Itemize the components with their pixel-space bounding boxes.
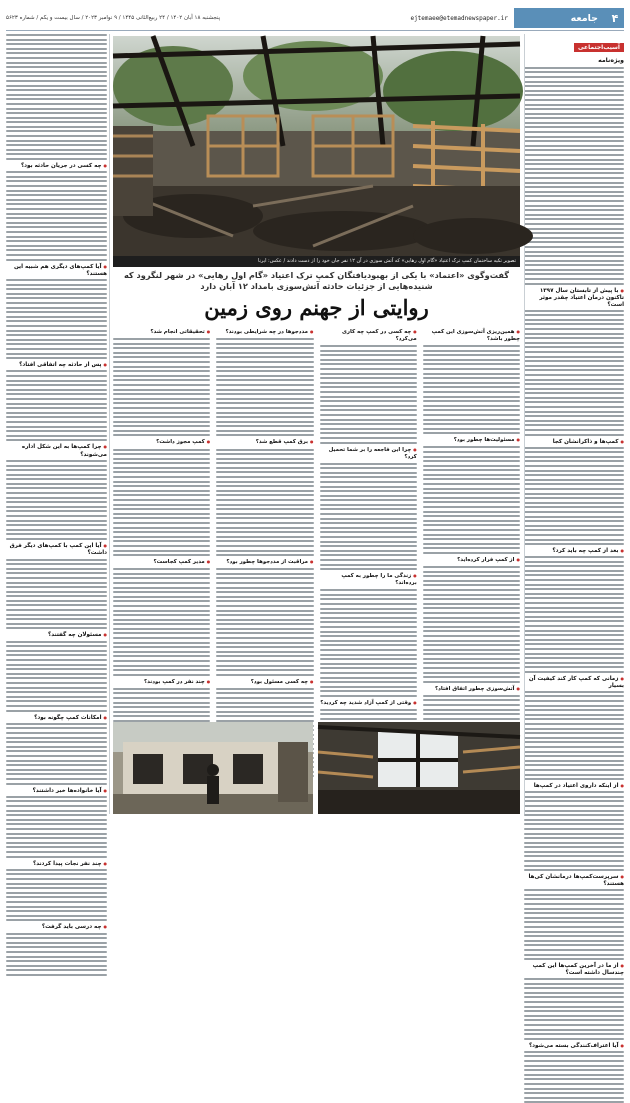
building-exterior-photo[interactable] [113, 722, 313, 814]
body-text [113, 449, 210, 557]
interview-question: ● از اینکه داروی اعتیاد در کمپ‌ها [524, 783, 624, 790]
body-text [6, 796, 107, 858]
interview-question: ● سرپرست‌کمپ‌ها درمانشان کی‌ها هستند؟ [524, 874, 624, 888]
body-text [216, 568, 313, 676]
interview-question: ● چه کسی مسئول بود؟ [216, 679, 313, 686]
right-column-subtitle: ویژه‌نامه [598, 57, 624, 64]
interview-question: ● زمانی که کمپ کار کند کیفیت آن بسیار [524, 676, 624, 690]
interview-question: ● چند نفر نجات پیدا کردند؟ [6, 861, 107, 868]
body-text [524, 791, 624, 871]
interview-question: ● همین‌ریزی آتش‌سوزی این کمپ چطور باشد؟ [423, 329, 520, 343]
interview-question: ● چه درسی باید گرفت؟ [6, 924, 107, 931]
interview-question: ● چرا این فاجعه را بر شما تحمیل کرد؟ [320, 447, 417, 461]
interview-question: ● مسئولیت‌ها چطور بود؟ [423, 437, 520, 444]
body-text [524, 1051, 624, 1103]
body-text [524, 447, 624, 545]
dateline: پنجشنبه ۱۸ آبان ۱۴۰۲ / ۲۴ ربیع‌الثانی ۱۴۴۵ / ۹ نوامبر ۲۰۲۳ / سال بیست و یکم / شماره ۵۶۲۳ [6, 15, 221, 21]
body-text [216, 338, 313, 436]
right-column [524, 34, 624, 1049]
interview-question: ● مسئولان چه گفتند؟ [6, 632, 107, 639]
interview-question: ● آتش‌سوزی چطور اتفاق افتاد؟ [423, 686, 520, 693]
interview-question: ● چرا کمپ‌ها به این شکل اداره می‌شوند؟ [6, 444, 107, 459]
interview-question: ● آیا این کمپ با کمپ‌های دیگر فرق داشت؟ [6, 543, 107, 558]
body-text [6, 869, 107, 922]
body-text [524, 556, 624, 673]
body-text [320, 345, 417, 443]
body-text [320, 589, 417, 697]
interview-question: ● برق کمپ قطع شد؟ [216, 439, 313, 446]
body-text [423, 566, 520, 683]
photo-caption: تصویر تکیه ساختمان کمپ ترک اعتیاد «گام اول رهایی» که آتش سوزی در آن ۱۲ نفر جان خود را از دست دادند / عکس: ایرنا [113, 256, 520, 267]
interview-question: ● وقتی از کمپ آزاد شدید چه کردید؟ [320, 700, 417, 707]
body-text [6, 933, 107, 976]
interview-question: ● با پیش از تابستان سال ۱۳۹۷ تاکنون درمان اعتیاد چقدر موثر است؟ [524, 288, 624, 309]
article-column [320, 326, 417, 716]
interview-question: ● امکانات کمپ چگونه بود؟ [6, 715, 107, 722]
burned-building-photo[interactable] [113, 36, 520, 256]
interview-question: ● آیا خانواده‌ها خبر داشتند؟ [6, 788, 107, 795]
interview-question: ● از ما در آخرین کمپ‌ها این کمپ چندسال داشته است؟ [524, 963, 624, 977]
interview-question: ● پس از حادثه چه اتفاقی افتاد؟ [6, 362, 107, 369]
interview-question: ● زندگی ما را چطور به کمپ برده‌اند؟ [320, 573, 417, 587]
body-text [423, 345, 520, 434]
body-text [524, 310, 624, 436]
interview-question: ● چه کسی در کمپ چه کاری می‌کرد؟ [320, 329, 417, 343]
body-text [113, 338, 210, 436]
body-text [423, 446, 520, 554]
headline-kicker: گفت‌وگوی «اعتماد» با یکی از بهبودیافتگان کمپ ترک اعتیاد «گام اول رهایی» در شهر لنگرود که شنیده‌هایی از جزئیات حادثه آتش‌سوزی بامداد ۱۲ آبان دارد [123, 270, 510, 292]
article-column [423, 326, 520, 716]
header-rule [6, 30, 624, 31]
contact-email[interactable]: ejtemaee@etemadnewspaper.ir [410, 14, 508, 22]
article-body [113, 326, 520, 716]
headline-title[interactable]: روایتی از جهنم روی زمین [204, 295, 429, 320]
interview-question: ● مراقبت از مددجوها چطور بود؟ [216, 559, 313, 566]
interview-question: ● آیا کمپ‌های دیگری هم شبیه این هستند؟ [6, 264, 107, 279]
interview-question: ● چه کسی در جریان حادثه بود؟ [6, 163, 107, 170]
body-text [524, 978, 624, 1040]
photo-illustration [113, 722, 313, 814]
page-number: ۴ [606, 8, 624, 28]
body-text [524, 889, 624, 960]
body-text [6, 279, 107, 359]
interview-question: ● کمپ‌ها و ذاکرانشان کجا [524, 439, 624, 446]
body-text [216, 449, 313, 557]
body-text [524, 691, 624, 780]
body-text [320, 463, 417, 571]
left-column [6, 34, 107, 931]
fire-damage-photo[interactable] [318, 722, 520, 814]
article-column [113, 326, 210, 716]
photo-illustration [113, 36, 520, 256]
body-text [113, 568, 210, 676]
body-text [6, 641, 107, 712]
interview-question: ● چند نفر در کمپ بودند؟ [113, 679, 210, 686]
article-column [216, 326, 313, 716]
body-text [6, 723, 107, 785]
interview-question: ● بعد از کمپ چه باید کرد؟ [524, 548, 624, 555]
interview-question: ● مدیر کمپ کجاست؟ [113, 559, 210, 566]
body-text [6, 171, 107, 260]
body-text [6, 34, 107, 160]
body-text [6, 559, 107, 630]
interview-question: ● آیا اعتراف‌کنندگی بسته می‌شود؟ [524, 1043, 624, 1050]
interview-question: ● از کمپ فرار کرده‌اید؟ [423, 557, 520, 564]
body-text [6, 460, 107, 540]
page-header [6, 8, 624, 28]
body-text [6, 370, 107, 441]
category-tag[interactable]: آسیب‌اجتماعی [574, 43, 624, 52]
interview-question: ● تحقیقاتی انجام شد؟ [113, 329, 210, 336]
photo-illustration [318, 722, 520, 814]
body-text [524, 67, 624, 285]
section-label[interactable]: جامعه [514, 8, 606, 28]
interview-question: ● مددجوها در چه شرایطی بودند؟ [216, 329, 313, 336]
column-divider [109, 34, 110, 814]
interview-question: ● کمپ مجوز داشت؟ [113, 439, 210, 446]
column-divider [524, 34, 525, 814]
